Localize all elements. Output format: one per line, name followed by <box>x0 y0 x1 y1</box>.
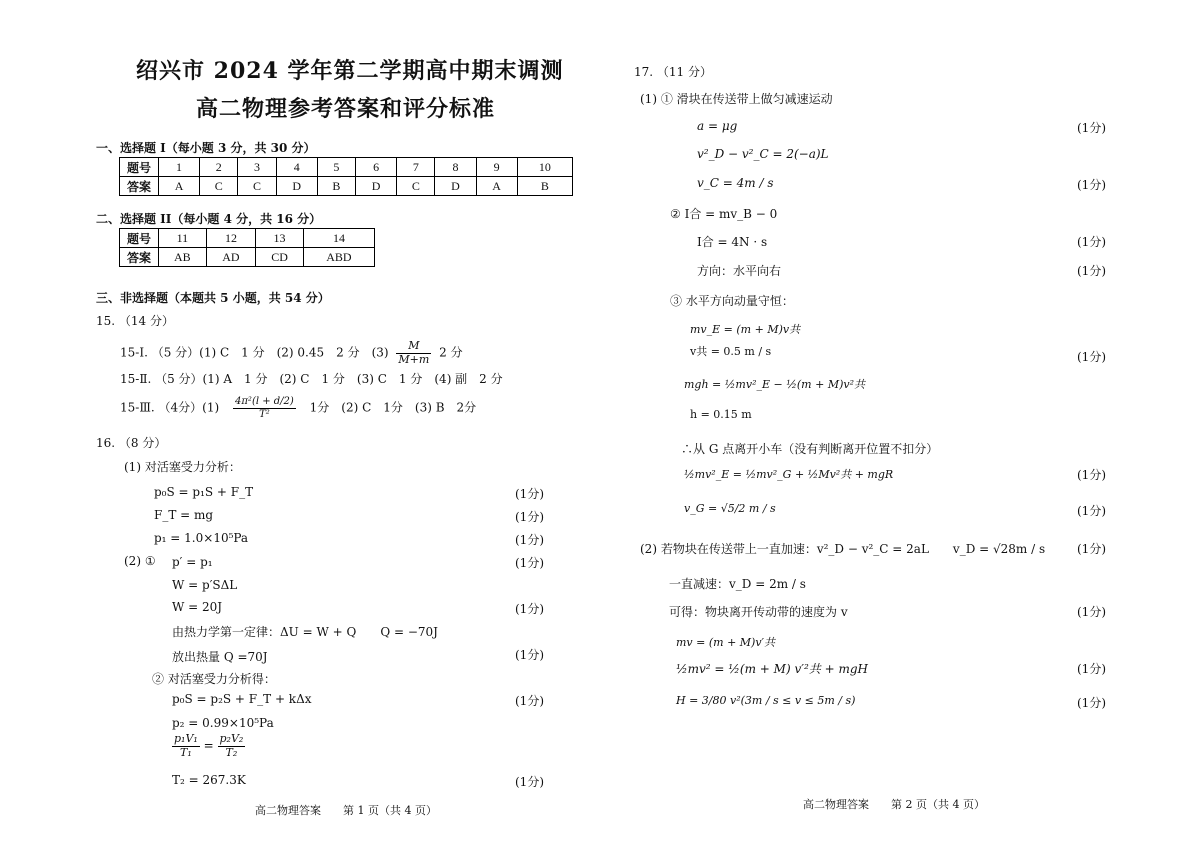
table-cell: 5 <box>317 158 355 177</box>
table-cell: 8 <box>435 158 476 177</box>
table-cell: 1 <box>159 158 200 177</box>
page-subtitle: 高二物理参考答案和评分标准 <box>196 96 496 122</box>
fraction <box>218 733 246 759</box>
table-cell: 9 <box>476 158 517 177</box>
table-cell: 11 <box>159 229 207 248</box>
score-mark: (1分) <box>1077 264 1106 278</box>
fraction <box>172 733 200 759</box>
table-cell: 3 <box>238 158 276 177</box>
q16-subpart-2: ② 对活塞受力分析得： <box>152 672 276 686</box>
equation: H = 3/80 v²(3m / s ≤ v ≤ 5m / s) <box>676 694 856 707</box>
page-title: 绍兴市 2024 学年第二学期高中期末调测 <box>136 58 564 84</box>
score-mark: (1分) <box>1077 350 1106 364</box>
equation: p₀S = p₂S + F_T + kΔx <box>172 692 312 706</box>
score-mark: (1分) <box>1077 605 1106 619</box>
q16-part-2: (2) ① <box>124 554 156 568</box>
q15-line-2: 15-Ⅱ. （5 分）(1) A 1 分 (2) C 1 分 (3) C 1 分 (4) 副 2 分 <box>120 372 503 386</box>
fraction <box>396 340 431 366</box>
score-mark: (1分) <box>1077 542 1106 556</box>
q17-line: ∴从 G 点离开小车（没有判断离开位置不扣分） <box>681 442 939 456</box>
equation: p′ = p₁ <box>172 555 213 569</box>
table-cell: D <box>276 177 317 196</box>
numerator: 4π²(l + d/2) <box>235 396 294 407</box>
fraction <box>233 396 296 420</box>
q17-line: 方向：水平向右 <box>697 264 782 278</box>
q15-line-3-text: 15-Ⅲ. （4分）(1) <box>120 400 220 415</box>
answer-table-1 <box>119 157 573 196</box>
table-row-label: 题号 <box>120 158 159 177</box>
q17-part-2: (2) 若物块在传送带上一直加速：v²_D − v²_C = 2aL v_D = √28m / s <box>640 542 1046 556</box>
q15-line-1 <box>120 340 463 366</box>
score-mark: (1分) <box>1077 468 1106 482</box>
table-cell: A <box>159 177 200 196</box>
score-mark: (1分) <box>515 510 544 524</box>
table-cell: C <box>397 177 435 196</box>
equation: v²_D − v²_C = 2(−a)L <box>697 147 829 161</box>
score-mark: (1分) <box>1077 121 1106 135</box>
score-mark: (1分) <box>515 775 544 789</box>
table-cell: AB <box>159 248 207 267</box>
table-cell: 10 <box>517 158 572 177</box>
equation: ② I合 = mv_B − 0 <box>670 207 778 221</box>
table-cell: CD <box>256 248 304 267</box>
table-cell: AD <box>206 248 256 267</box>
score-mark: (1分) <box>1077 504 1106 518</box>
score-mark: (1分) <box>515 694 544 708</box>
score-mark: (1分) <box>1077 235 1106 249</box>
table-row-label: 答案 <box>120 248 159 267</box>
q17-line: 可得：物块离开传动带的速度为 v <box>669 605 848 619</box>
q17-line: ③ 水平方向动量守恒： <box>670 294 794 308</box>
page-footer: 高二物理答案 第 1 页（共 4 页） <box>255 804 437 817</box>
table-cell: 12 <box>206 229 256 248</box>
section-3-heading: 三、非选择题（本题共 5 小题，共 54 分） <box>96 291 330 305</box>
table-cell: C <box>200 177 238 196</box>
score-mark: (1分) <box>1077 696 1106 710</box>
equation-ratio: $\frac{\text{p₁V₁}}{\text{T₁}}$ = $\frac{\text{p₂V₂}}{\text{T₂}}$ <box>174 732 244 759</box>
table-cell: C <box>238 177 276 196</box>
table-row-label: 题号 <box>120 229 159 248</box>
q15-line-1-end: 2 分 <box>439 345 463 360</box>
equation: a = μg <box>697 119 738 133</box>
score-mark: (1分) <box>1077 662 1106 676</box>
q15-line-3 <box>120 396 476 420</box>
denominator: T₁ <box>180 745 192 759</box>
equation: v_G = √5/2 m / s <box>684 502 776 515</box>
table-cell: A <box>476 177 517 196</box>
q17-line: 一直减速：v_D = 2m / s <box>669 577 806 591</box>
equation: p₁ = 1.0×10⁵Pa <box>154 531 249 545</box>
equation: v_C = 4m / s <box>697 176 774 190</box>
table-cell: B <box>517 177 572 196</box>
section-2-heading: 二、选择题 II（每小题 4 分，共 16 分） <box>96 212 322 226</box>
table-row-label: 答案 <box>120 177 159 196</box>
score-mark: (1分) <box>1077 178 1106 192</box>
table-cell: 13 <box>256 229 304 248</box>
equation: 由热力学第一定律：ΔU = W + Q Q = −70J <box>172 625 438 639</box>
denominator: T₂ <box>225 745 238 759</box>
page-footer: 高二物理答案 第 2 页（共 4 页） <box>803 798 985 811</box>
table-cell: 7 <box>397 158 435 177</box>
table-cell: D <box>435 177 476 196</box>
score-mark: (1分) <box>515 556 544 570</box>
equation: h = 0.15 m <box>690 408 752 421</box>
equation: v共 = 0.5 m / s <box>690 345 772 358</box>
equation: T₂ = 267.3K <box>172 773 246 787</box>
score-mark: (1分) <box>515 533 544 547</box>
table-cell: 4 <box>276 158 317 177</box>
equation: 放出热量 Q =70J <box>172 650 268 664</box>
equation: I合 = 4N · s <box>697 235 768 249</box>
equation: W = p′SΔL <box>172 578 238 592</box>
score-mark: (1分) <box>515 487 544 501</box>
table-cell: D <box>356 177 397 196</box>
q16-header: 16. （8 分） <box>96 436 167 450</box>
numerator: p₁V₁ <box>174 732 198 745</box>
q17-header: 17. （11 分） <box>634 65 712 79</box>
score-mark: (1分) <box>515 648 544 662</box>
denominator: M+m <box>398 352 430 366</box>
q15-line-1-text: 15-Ⅰ. （5 分）(1) C 1 分 (2) 0.45 2 分 (3) <box>120 345 389 360</box>
q17-line: (1) ① 滑块在传送带上做匀减速运动 <box>640 92 833 106</box>
answer-table-2 <box>119 228 375 267</box>
q16-part-1: (1) 对活塞受力分析： <box>124 460 241 474</box>
equation: p₀S = p₁S + F_T <box>154 485 254 499</box>
table-cell: ABD <box>303 248 374 267</box>
q15-line-3-end: 1分 (2) C 1分 (3) B 2分 <box>309 400 477 415</box>
numerator: M <box>396 340 431 354</box>
equation: ½mv² = ½(m + M) v′²共 + mgH <box>676 662 868 676</box>
table-cell: 2 <box>200 158 238 177</box>
equation: p₂ = 0.99×10⁵Pa <box>172 716 274 730</box>
equation: F_T = mg <box>154 508 214 522</box>
table-cell: 6 <box>356 158 397 177</box>
score-mark: (1分) <box>515 602 544 616</box>
equation: mv_E = (m + M)v共 <box>690 323 801 336</box>
equation: ½mv²_E = ½mv²_G + ½Mv²共 + mgR <box>684 468 894 481</box>
equation: mgh = ½mv²_E − ½(m + M)v²共 <box>684 378 865 391</box>
numerator: p₂V₂ <box>219 732 244 745</box>
q15-header: 15. （14 分） <box>96 314 174 328</box>
table-cell: 14 <box>303 229 374 248</box>
equation: mv = (m + M)v′共 <box>676 636 776 649</box>
table-cell: B <box>317 177 355 196</box>
equation: W = 20J <box>172 600 223 614</box>
section-1-heading: 一、选择题 I（每小题 3 分，共 30 分） <box>96 141 316 155</box>
denominator: T² <box>259 408 270 420</box>
